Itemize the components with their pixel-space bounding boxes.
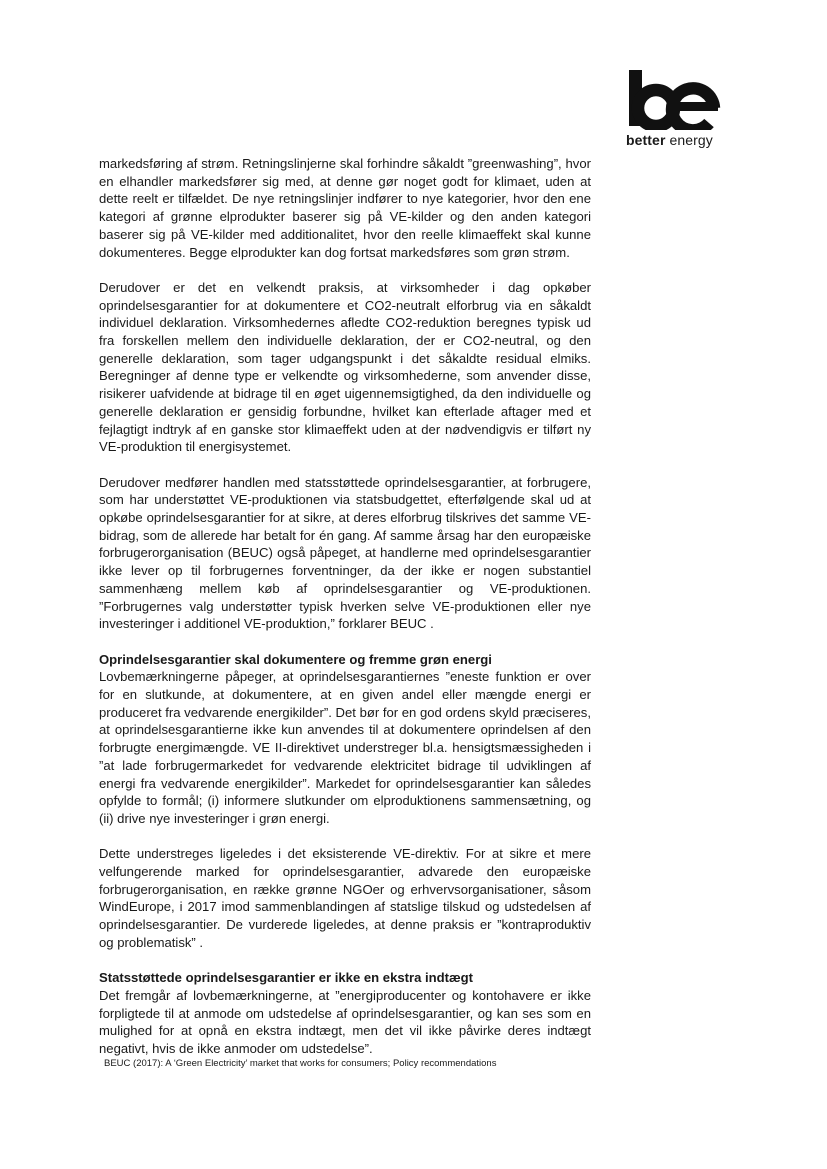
paragraph-5: Dette understreges ligeledes i det eksisterende VE-direktiv. For at sikre et mere velfungerende marked for oprindelsesgarantier, advarede den europæiske forbrugerorganisation, en række grønne NGOer og erhvervsorganisationer, såsom WindEurope, i 2017 imod sammenblandingen af statslige tilskud og udstedelsen af oprindelsesgarantier. De vurderede ligeledes, at denne praksis er ”kontraproduktiv og problematisk” .	[99, 846, 591, 950]
section-1	[99, 651, 591, 828]
paragraph-4: Lovbemærkningerne påpeger, at oprindelsesgarantiernes ”eneste funktion er over for en slutkunde, at dokumentere, at en given andel eller mængde energi er produceret fra vedvarende energikilder”. Det bør for en god ordens skyld præciseres, at oprindelsesgarantierne ikke kun anvendes til at dokumentere oprindelsen af den forbrugte energimængde. VE II-direktivet understreger bl.a. hensigtsmæssigheden i ”at lade forbrugermarkedet for vedvarende elektricitet bidrage til udviklingen af energi fra vedvarende energikilder”. Markedet for oprindelsesgarantier kan således opfylde to formål; (i) informere slutkunder om elproduktionens sammensætning, og (ii) drive nye investeringer i grøn energi.	[99, 669, 591, 826]
better-energy-logo	[626, 68, 726, 148]
section-heading-1: Oprindelsesgarantier skal dokumentere og fremme grøn energi	[99, 651, 492, 667]
document-body	[99, 155, 591, 1075]
footnote: BEUC (2017): A ‘Green Electricity’ market that works for consumers; Policy recommendations	[104, 1058, 497, 1069]
section-heading-2: Statsstøttede oprindelsesgarantier er ikke en ekstra indtægt	[99, 970, 474, 986]
paragraph-1: markedsføring af strøm. Retningslinjerne skal forhindre såkaldt ”greenwashing”, hvor en elhandler markedsfører sig med, at denne gør noget godt for klimaet, uden at dette reelt er tilfældet. De nye retningslinjer indfører to nye kategorier, hvor den ene kategori af grønne elprodukter baserer sig på VE-kilder og den anden kategori baserer sig på VE-kilder med additionalitet, hvor den reelle klimaeffekt skal kunne dokumenteres. Begge elprodukter kan dog fortsat markedsføres som grøn strøm.	[99, 156, 591, 260]
paragraph-2: Derudover er det en velkendt praksis, at virksomheder i dag opkøber oprindelsesgarantier for at dokumentere et CO2-neutralt elforbrug via en såkaldt individuel deklaration. Virksomhedernes afledte CO2-reduktion beregnes typisk ud fra forskellen mellem den individuelle deklaration, der er CO2-neutral, og den generelle deklaration, som tager udgangspunkt i det såkaldte residual elmiks. Beregninger af denne type er velkendte og virksomhederne, som anvender disse, risikerer uafvidende at bidrage til en øget uigennemsigtighed, da den individuelle og generelle deklaration er gensidig forbundne, hvilket kan efterlade aftager med et fejlagtigt indtryk af en ganske stor klimaeffekt uden at der nødvendigvis er tilført ny VE-produktion til energisystemet.	[99, 279, 591, 455]
logo-tagline	[626, 132, 726, 148]
tagline-bold: better	[626, 132, 666, 148]
section-2	[99, 969, 591, 1058]
paragraph-3: Derudover medfører handlen med statsstøttede oprindelsesgarantier, at forbrugere, som har understøttet VE-produktionen via statsbudgettet, efterfølgende skal ud at opkøbe oprindelsesgarantier for at sikre, at deres elforbrug tilskrives det samme VE-bidrag, som de allerede har betalt for én gang. Af samme årsag har den europæiske forbrugerorganisation (BEUC) også påpeget, at handlerne med oprindelsesgarantier ikke lever op til forbrugernes forventninger, da der ikke er nogen substantiel sammenhæng mellem køb af oprindelsesgarantier og VE-produktionen. ”Forbrugernes valg understøtter typisk hverken selve VE-produktionen eller nye investeringer i additionel VE-produktion,” forklarer BEUC .	[99, 474, 591, 632]
tagline-rest: energy	[665, 132, 713, 148]
paragraph-6: Det fremgår af lovbemærkningerne, at ”energiproducenter og kontohavere er ikke forpligtede til at anmode om udstedelse af oprindelsesgarantier, og kan ses som en mulighed for at opnå en ekstra indtægt, men det vil ikke påvirke deres indtægt negativt, hvis de ikke anmoder om udstedelse”.	[99, 987, 591, 1057]
be-logo-mark	[626, 68, 722, 130]
